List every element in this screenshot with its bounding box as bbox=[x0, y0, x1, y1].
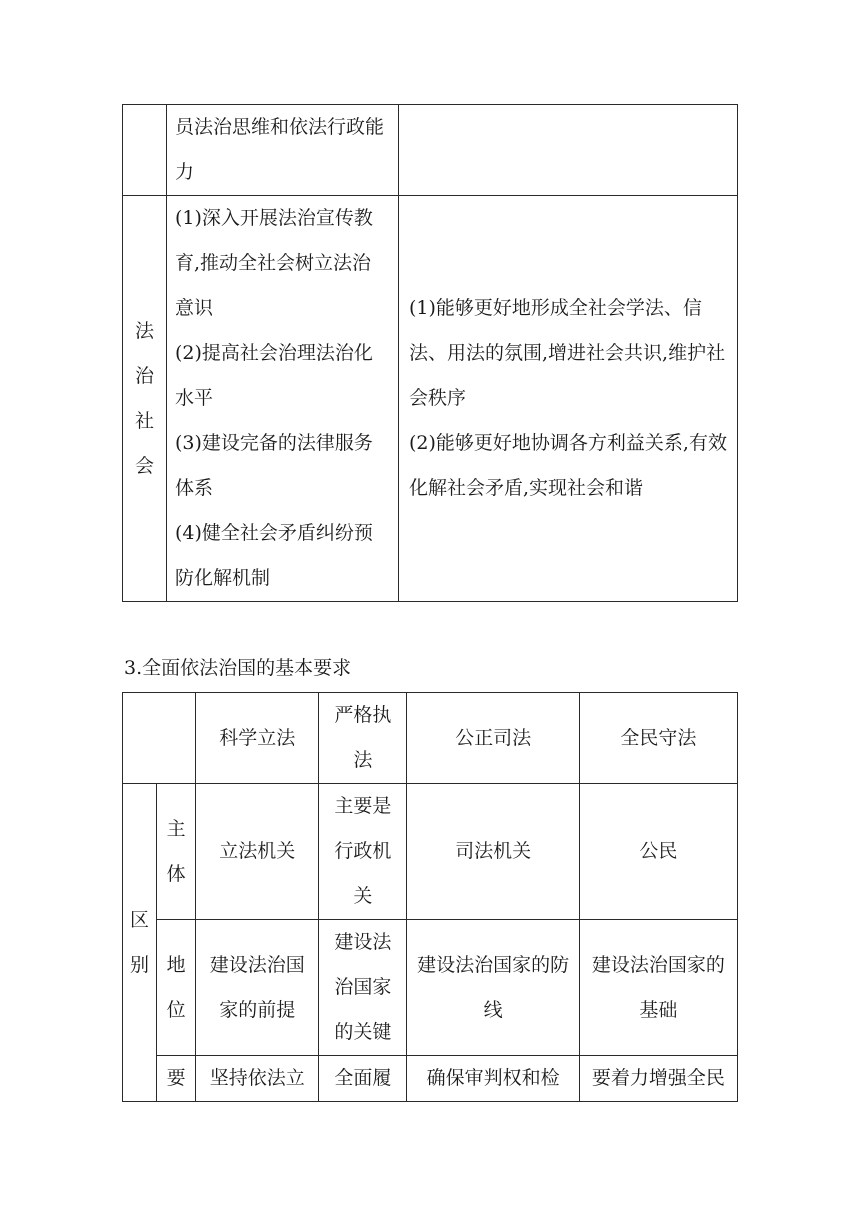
table-cell-measures: 员法治思维和依法行政能力 bbox=[167, 105, 399, 196]
measure-item: (4)健全社会矛盾纠纷预防化解机制 bbox=[175, 522, 373, 589]
table-header-cell: 科学立法 bbox=[196, 693, 319, 784]
table-header-row bbox=[123, 693, 738, 784]
table-cell-category bbox=[123, 196, 167, 602]
table-cell: 立法机关 bbox=[196, 784, 319, 920]
row-label-cell: 要 bbox=[157, 1056, 196, 1102]
row-label-cell bbox=[157, 920, 196, 1056]
group-label-cell bbox=[123, 784, 157, 1102]
row-label: 地位 bbox=[166, 953, 186, 1021]
table-cell-significance bbox=[399, 196, 738, 602]
table-cell-significance bbox=[399, 105, 738, 196]
category-label: 法治社会 bbox=[134, 319, 154, 477]
table-row bbox=[123, 196, 738, 602]
section-heading: 3.全面依法治国的基本要求 bbox=[124, 657, 352, 679]
table-header-empty bbox=[123, 693, 196, 784]
table-row bbox=[123, 784, 738, 920]
row-label: 主体 bbox=[166, 817, 186, 885]
table-cell: 全面履 bbox=[319, 1056, 407, 1102]
significance-item: (1)能够更好地形成全社会学法、信法、用法的氛围,增进社会共识,维护社会秩序 bbox=[409, 297, 726, 409]
table-header-cell: 严格执法 bbox=[319, 693, 407, 784]
measure-item: (3)建设完备的法律服务体系 bbox=[175, 432, 373, 499]
table-cell: 建设法治国家的基础 bbox=[579, 920, 737, 1056]
table-row bbox=[123, 105, 738, 196]
table-header-cell: 公正司法 bbox=[407, 693, 579, 784]
table-cell: 建设法治国家的关键 bbox=[319, 920, 407, 1056]
table-cell-category bbox=[123, 105, 167, 196]
table-header-cell: 全民守法 bbox=[579, 693, 737, 784]
basic-requirements-table bbox=[122, 692, 738, 1102]
table-cell: 司法机关 bbox=[407, 784, 579, 920]
significance-item: (2)能够更好地协调各方利益关系,有效化解社会矛盾,实现社会和谐 bbox=[409, 432, 727, 499]
table-cell: 坚持依法立 bbox=[196, 1056, 319, 1102]
measure-item: (2)提高社会治理法治化水平 bbox=[175, 342, 373, 409]
table-cell: 主要是行政机关 bbox=[319, 784, 407, 920]
table-cell: 要着力增强全民 bbox=[579, 1056, 737, 1102]
table-row bbox=[123, 1056, 738, 1102]
table-cell: 公民 bbox=[579, 784, 737, 920]
table-cell: 建设法治国家的前提 bbox=[196, 920, 319, 1056]
measure-item: (1)深入开展法治宣传教育,推动全社会树立法治意识 bbox=[175, 207, 373, 319]
rule-of-law-society-table bbox=[122, 104, 738, 602]
row-label-cell bbox=[157, 784, 196, 920]
table-cell: 建设法治国家的防线 bbox=[407, 920, 579, 1056]
table-cell: 确保审判权和检 bbox=[407, 1056, 579, 1102]
group-label: 区别 bbox=[130, 908, 150, 976]
table-cell-measures bbox=[167, 196, 399, 602]
table-row bbox=[123, 920, 738, 1056]
